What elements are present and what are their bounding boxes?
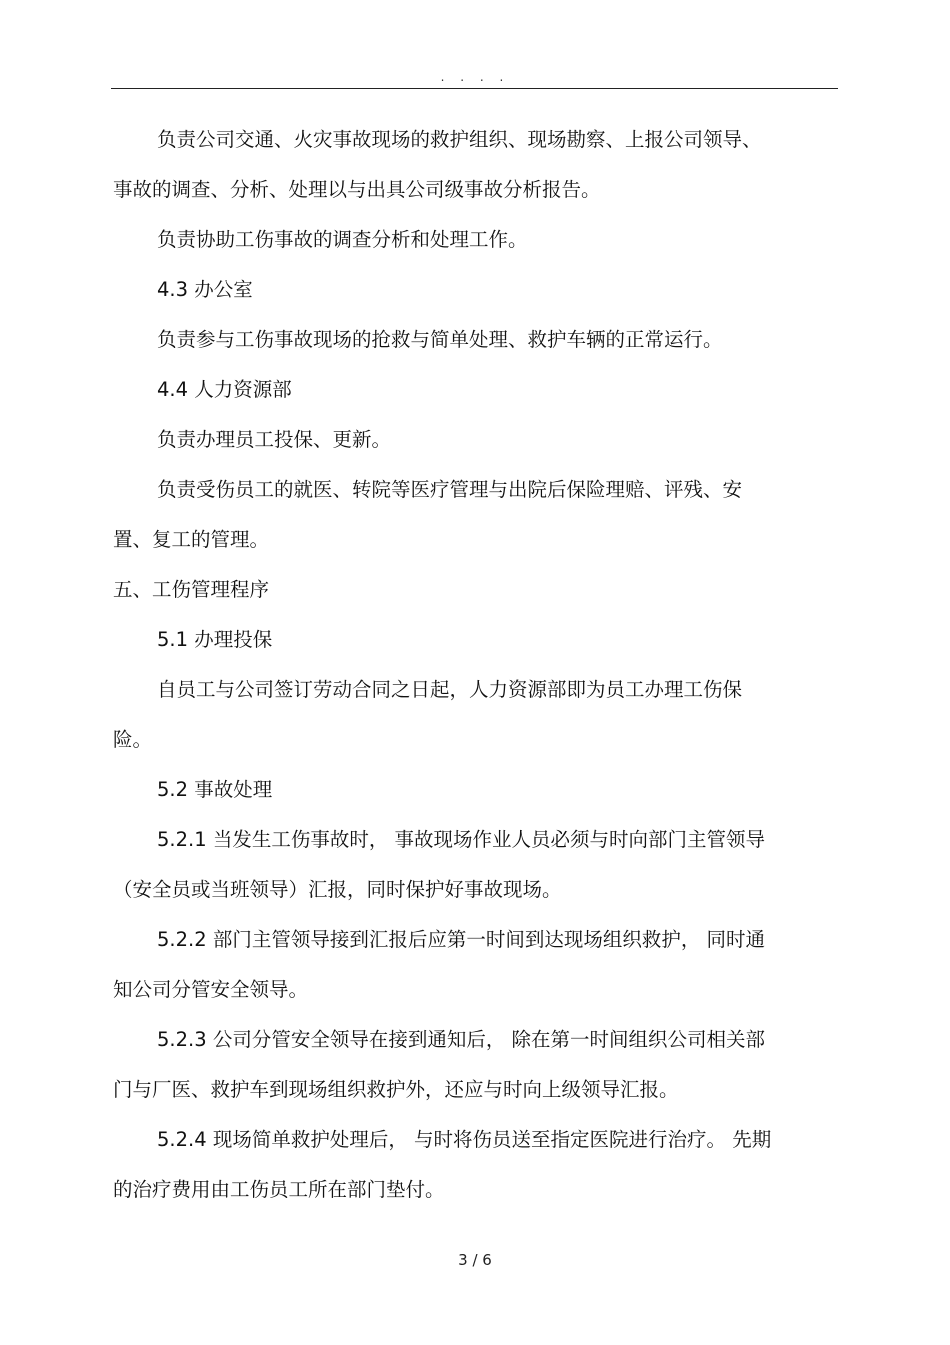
chapter-heading-5: 五、工伤管理程序 (113, 578, 270, 601)
section-heading-4-3: 4.3 办公室 (157, 278, 253, 301)
section-heading-4-4: 4.4 人力资源部 (157, 378, 292, 401)
body-line-2: 事故的调查、分析、处理以与出具公司级事故分析报告。 (113, 178, 601, 201)
section-heading-5-1: 5.1 办理投保 (157, 628, 273, 651)
body-line-19: 5.2.3 公司分管安全领导在接到通知后， 除在第一时间组织公司相关部 (157, 1028, 766, 1051)
page-header-dots: . . . . (440, 70, 510, 84)
body-line-15: 5.2.1 当发生工伤事故时， 事故现场作业人员必须与时向部门主管领导 (157, 828, 766, 851)
header-rule (111, 88, 838, 89)
section-heading-5-2: 5.2 事故处理 (157, 778, 273, 801)
body-line-5: 负责参与工伤事故现场的抢救与简单处理、救护车辆的正常运行。 (157, 328, 723, 351)
page-number: 3 / 6 (458, 1251, 492, 1269)
body-line-20: 门与厂医、救护车到现场组织救护外，还应与时向上级领导汇报。 (113, 1078, 679, 1101)
body-line-17: 5.2.2 部门主管领导接到汇报后应第一时间到达现场组织救护， 同时通 (157, 928, 766, 951)
body-line-18: 知公司分管安全领导。 (113, 978, 309, 1001)
body-line-16: （安全员或当班领导）汇报，同时保护好事故现场。 (113, 878, 562, 901)
body-line-12: 自员工与公司签订劳动合同之日起，人力资源部即为员工办理工伤保 (157, 678, 743, 701)
body-line-13: 险。 (113, 728, 153, 751)
body-line-9: 置、复工的管理。 (113, 528, 270, 551)
body-line-22: 的治疗费用由工伤员工所在部门垫付。 (113, 1178, 445, 1201)
body-line-7: 负责办理员工投保、更新。 (157, 428, 392, 451)
body-line-21: 5.2.4 现场简单救护处理后， 与时将伤员送至指定医院进行治疗。 先期 (157, 1128, 772, 1151)
body-line-1: 负责公司交通、火灾事故现场的救护组织、现场勘察、上报公司领导、 (157, 128, 762, 151)
body-line-8: 负责受伤员工的就医、转院等医疗管理与出院后保险理赔、评残、安 (157, 478, 743, 501)
body-line-3: 负责协助工伤事故的调查分析和处理工作。 (157, 228, 528, 251)
